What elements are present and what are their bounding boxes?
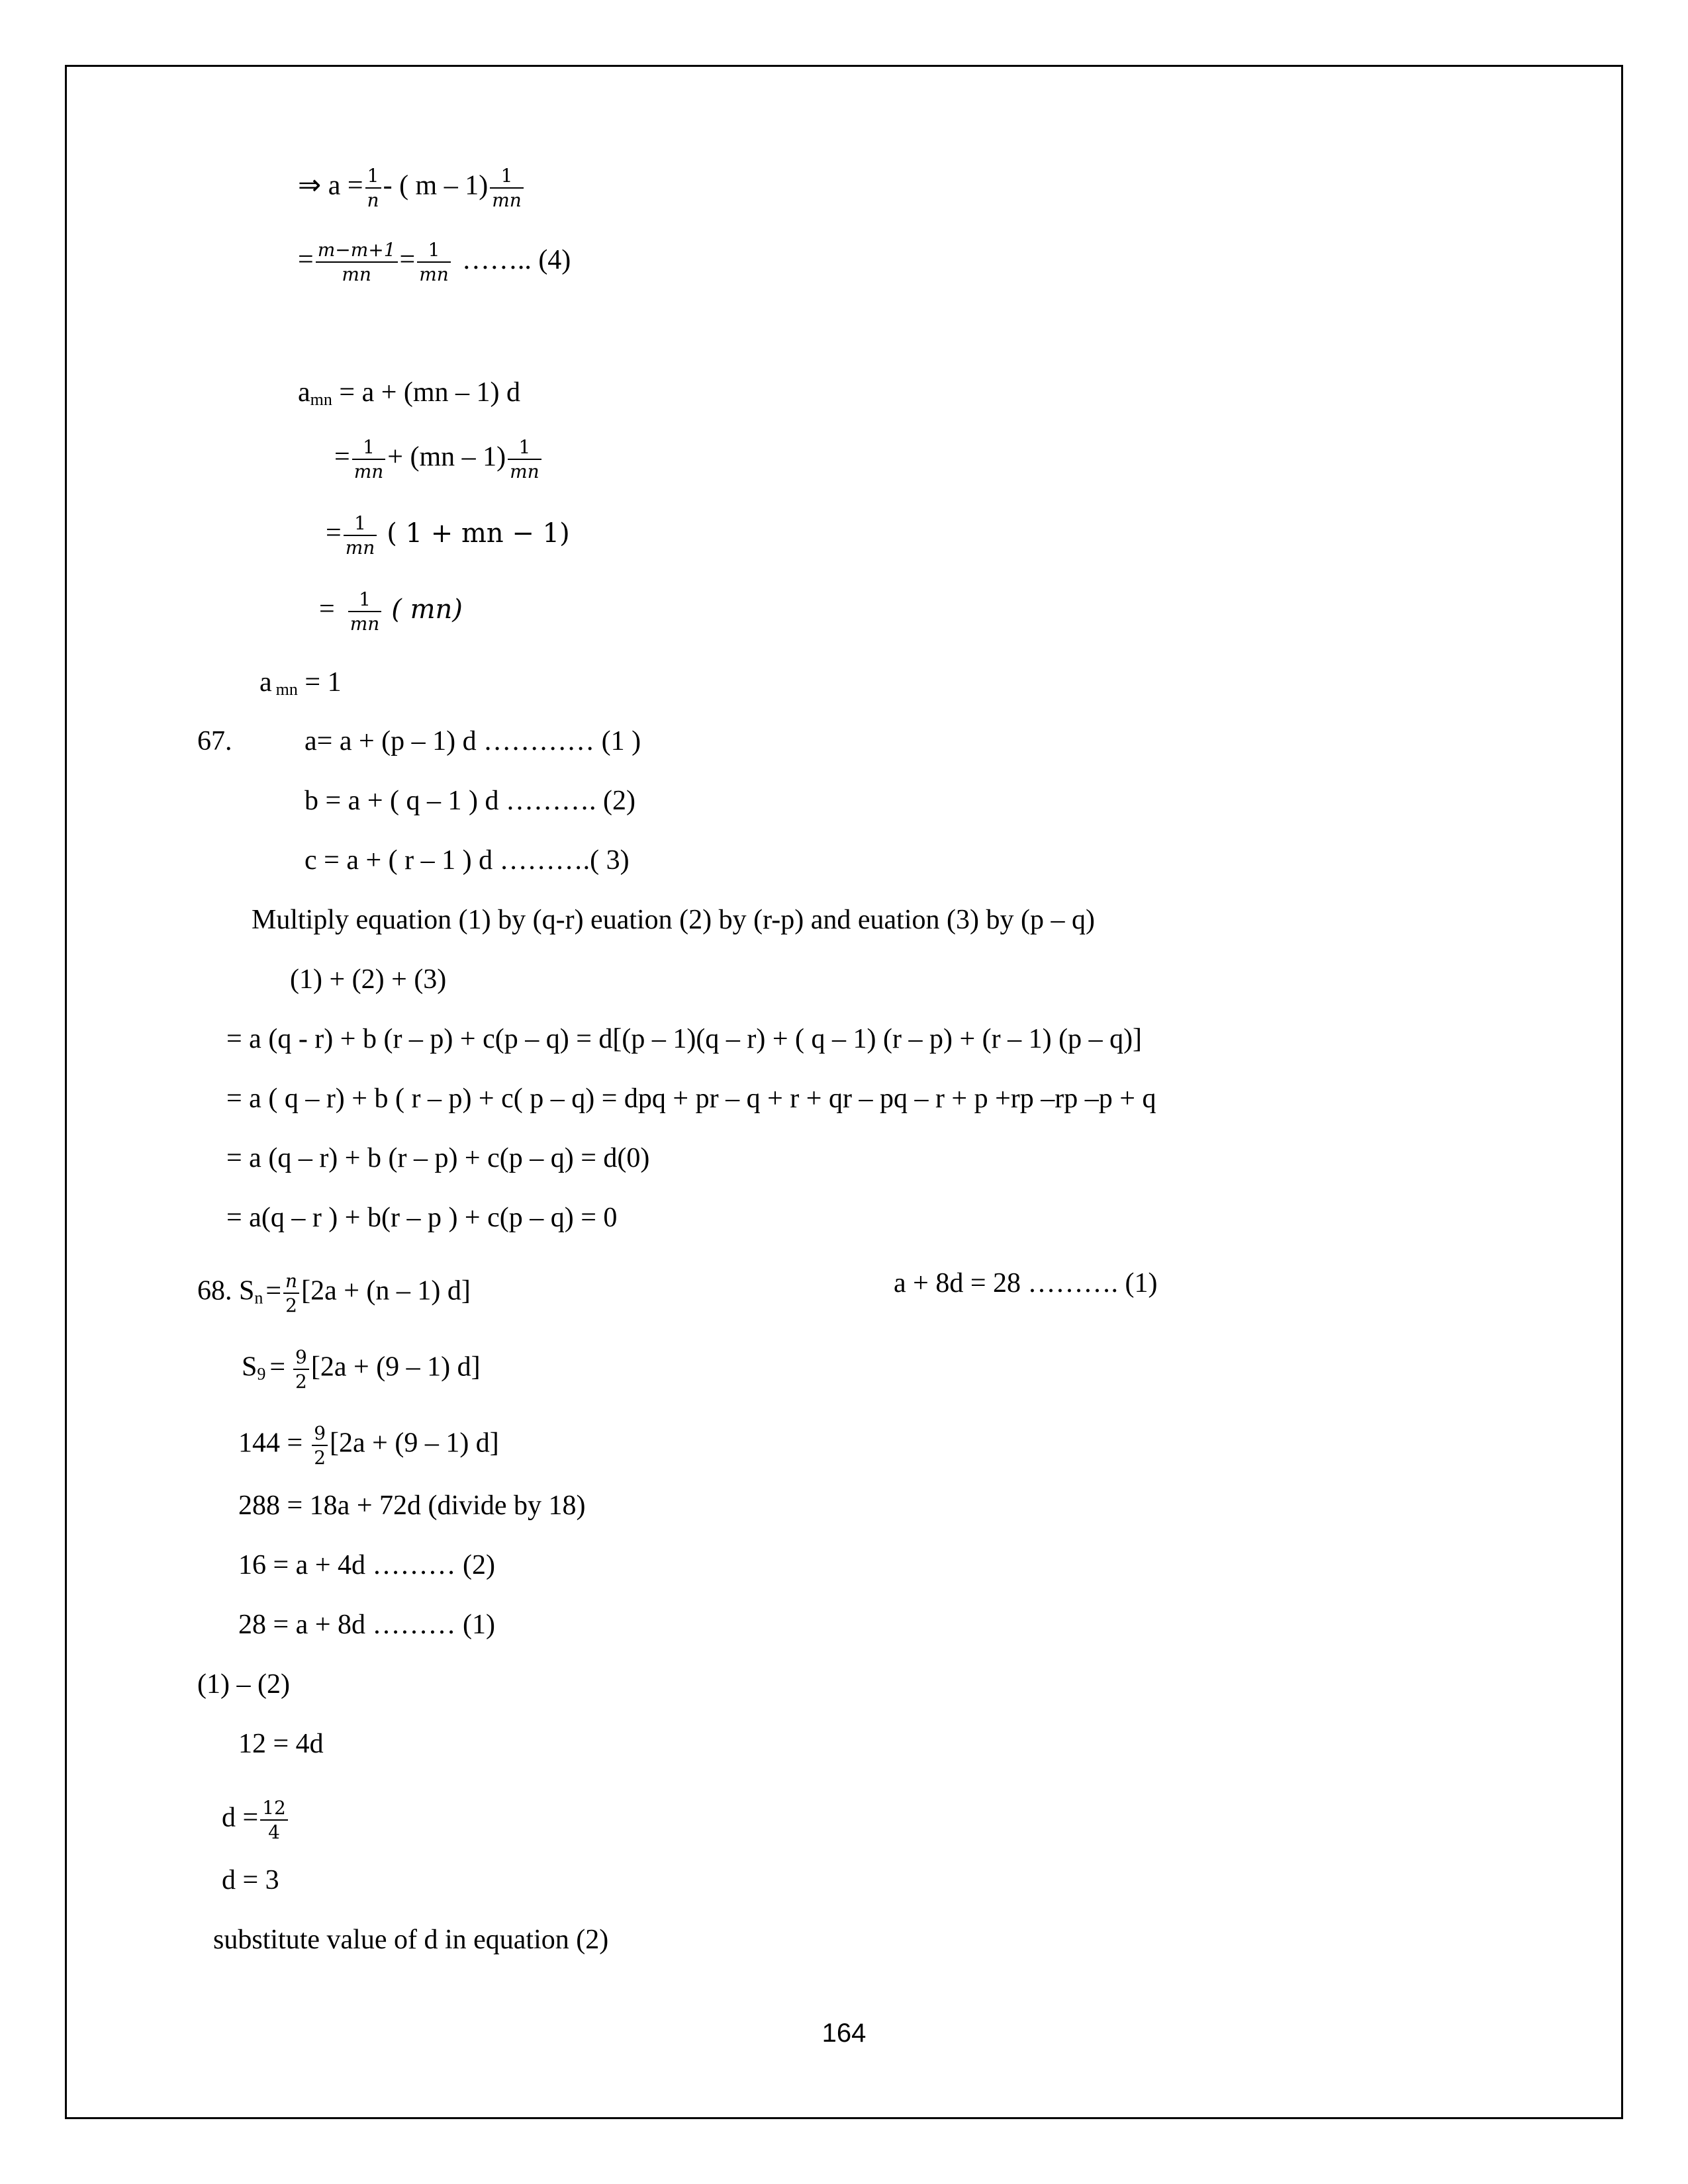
amn-result: a $_{mn}$ = 1	[259, 667, 342, 699]
step-a-simplified: = $\frac{m-m+1}{mn}$ = $\frac{1}{mn}$ …….. (4)	[298, 239, 571, 285]
q68-16: 16 = a + 4d ……… (2)	[238, 1550, 495, 1580]
q68-288: 288 = 18a + 72d (divide by 18)	[238, 1490, 586, 1521]
step-a-equals: ⇒ a = $\frac{1}{n}$ - ( m – 1) $\frac{1}{mn}$	[298, 164, 526, 212]
fraction: $\frac{1}{mn}$	[508, 435, 541, 483]
q68-s9: $S_9$ = $\frac{9}{2}$ [2a + (9 – 1) d]	[242, 1346, 481, 1392]
q68-d3: d = 3	[222, 1865, 279, 1895]
amn-step2: = $\frac{1}{mn}$ ( 1 + mn − 1)	[326, 512, 570, 559]
amn-step3: = $\frac{1}{mn}$ ( mn)	[319, 588, 463, 635]
q67-instruction: Multiply equation (1) by (q-r) euation (2) by (r-p) and euation (3) by (p – q)	[252, 905, 1095, 935]
q68-substitute: substitute value of d in equation (2)	[213, 1925, 609, 1955]
fraction: $\frac{m-m+1}{mn}$	[316, 238, 398, 286]
q67-step2: = a ( q – r) + b ( r – p) + c( p – q) = dpq + pr – q + r + qr – pq – r + p +rp –rp –p + q	[226, 1083, 1156, 1114]
q68-12: 12 = 4d	[238, 1729, 324, 1759]
fraction: $\frac{1}{mn}$	[344, 512, 377, 559]
q67-step3: = a (q – r) + b (r – p) + c(p – q) = d(0)	[226, 1143, 650, 1173]
fraction: $\frac{1}{mn}$	[352, 435, 386, 483]
q68-144: 144 = $\frac{9}{2}$ [2a + (9 – 1) d]	[238, 1422, 499, 1469]
q68-28: 28 = a + 8d ……… (1)	[238, 1610, 495, 1640]
q68-given-eq: a + 8d = 28 ………. (1)	[894, 1268, 1158, 1298]
q67-eq3: c = a + ( r – 1 ) d ……….( 3)	[305, 845, 630, 876]
q67-eq2: b = a + ( q – 1 ) d ………. (2)	[305, 786, 635, 816]
fraction: $\frac{9}{2}$	[293, 1345, 309, 1393]
amn-formula: $a_{mn} = a + (mn - 1)$ d	[298, 377, 521, 409]
q67-step4: = a(q – r ) + b(r – p ) + c(p – q) = 0	[226, 1203, 618, 1233]
fraction: $\frac{9}{2}$	[312, 1422, 328, 1469]
q68-diff: (1) – (2)	[197, 1669, 290, 1700]
fraction: $\frac{1}{n}$	[365, 164, 381, 212]
question-number-67: 67.	[197, 726, 232, 756]
fraction: $\frac{n}{2}$	[283, 1269, 299, 1317]
fraction: $\frac{1}{mn}$	[348, 588, 382, 635]
fraction: $\frac{12}{4}$	[260, 1796, 288, 1844]
q67-sum: (1) + (2) + (3)	[290, 964, 447, 995]
amn-step1: = $\frac{1}{mn}$ + (mn – 1) $\frac{1}{mn}$	[334, 435, 543, 483]
q67-eq1: a= a + (p – 1) d ………… (1 )	[305, 726, 641, 756]
q67-step1: = a (q - r) + b (r – p) + c(p – q) = d[(p – 1)(q – r) + ( q – 1) (r – p) + (r – 1) (p – q)]	[226, 1024, 1143, 1054]
q68-sum-formula: 68. $S_n=$ $\frac{n}{2}$ [2a + (n – 1) d]	[197, 1270, 471, 1316]
page-number: 164	[821, 2019, 867, 2048]
q68-d-fraction: d = $\frac{12}{4}$	[222, 1796, 290, 1844]
fraction: $\frac{1}{mn}$	[490, 164, 524, 212]
fraction: $\frac{1}{mn}$	[417, 238, 451, 286]
